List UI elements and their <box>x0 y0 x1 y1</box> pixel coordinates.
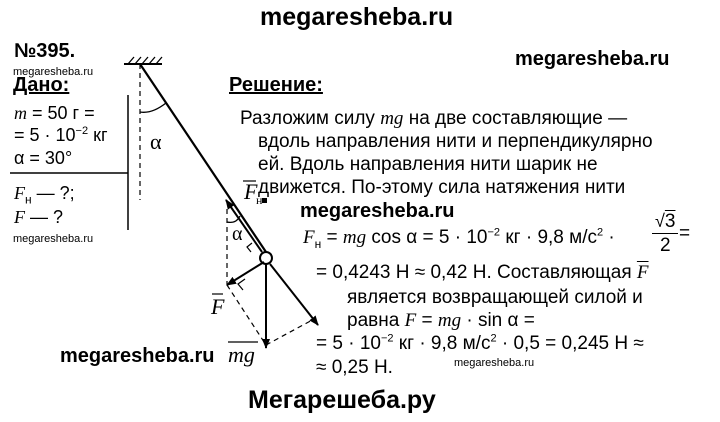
fraction-denominator: 2 <box>660 235 671 256</box>
svg-text:F: F <box>211 294 225 319</box>
dashed-construction-2 <box>227 285 266 345</box>
svg-text:н: н <box>256 193 263 207</box>
watermark-footer: Мегарешеба.ру <box>248 386 436 414</box>
svg-text:F: F <box>244 179 258 204</box>
solution-line-4: движется. По-этому сила натяжения нити <box>258 177 626 198</box>
solution-line-2: вдоль направления нити и перпендикулярно <box>258 131 653 152</box>
given-mass: m = 50 г = <box>14 103 95 123</box>
watermark-given-small: megaresheba.ru <box>13 66 94 78</box>
given-header: Дано: <box>13 74 70 96</box>
pendulum-string <box>140 64 266 252</box>
fraction-sqrt-three: √3 <box>655 211 676 232</box>
watermark-bottom-right-small: megaresheba.ru <box>454 357 535 369</box>
right-angle-mark-1 <box>247 243 252 252</box>
solution-line-9: = $5 \cdot 10^{-2}$ кг · 9,8 $м/с^2 \cdot 0,5 = 0,245$ Н ≈ <box>316 332 644 354</box>
tension-formula: $F_н$ = mg $\cos \alpha = 5 \cdot 10^{-2}$ кг · 9,8 $м/с^2$ · <box>303 226 615 251</box>
ceiling-hatch <box>124 57 162 64</box>
tension-label-marker <box>262 198 267 203</box>
given-mass-conversion: = $5 \cdot 10^{-2}$ кг <box>14 125 108 145</box>
given-angle: α = 30° <box>14 148 73 168</box>
right-angle-mark-2 <box>238 279 245 290</box>
solution-line-3: ей. Вдоль направления нити шарик не <box>258 154 598 175</box>
watermark-bottom-left: megaresheba.ru <box>60 345 215 367</box>
restoring-force-vector <box>227 262 264 285</box>
solution-line-6: = 0,4243 Н ≈ 0,42 Н. Составляющая $\overline{F}$ <box>316 262 649 283</box>
solution-line-1: Разложим силу mg на две составляющие — <box>240 108 628 129</box>
problem-number: №395. <box>14 40 76 62</box>
watermark-middle: megaresheba.ru <box>300 200 455 222</box>
find-force: F — ? <box>14 207 64 227</box>
dashed-construction-3 <box>266 318 316 345</box>
alpha-label-top: α <box>150 129 162 154</box>
force-label <box>210 294 225 319</box>
find-tension: $F_н$ — ?; <box>14 183 75 207</box>
svg-text:mg: mg <box>228 342 255 367</box>
gravity-label <box>228 342 258 367</box>
solution-line-10: ≈ 0,25 Н. <box>316 357 393 378</box>
solution-line-7: является возвращающей силой и <box>347 287 643 308</box>
watermark-given-small-2: megaresheba.ru <box>13 233 94 245</box>
tension-formula-end: = <box>679 223 691 244</box>
watermark-top: megaresheba.ru <box>260 3 454 31</box>
angle-arc-top <box>140 103 166 112</box>
watermark-right-top: megaresheba.ru <box>515 48 670 70</box>
alpha-label-low: α <box>232 223 243 245</box>
tension-label <box>243 179 263 207</box>
solution-line-8: равна F = mg · sin α = <box>347 310 535 331</box>
solution-header: Решение: <box>229 74 323 96</box>
mg-component-along-string <box>270 264 318 325</box>
